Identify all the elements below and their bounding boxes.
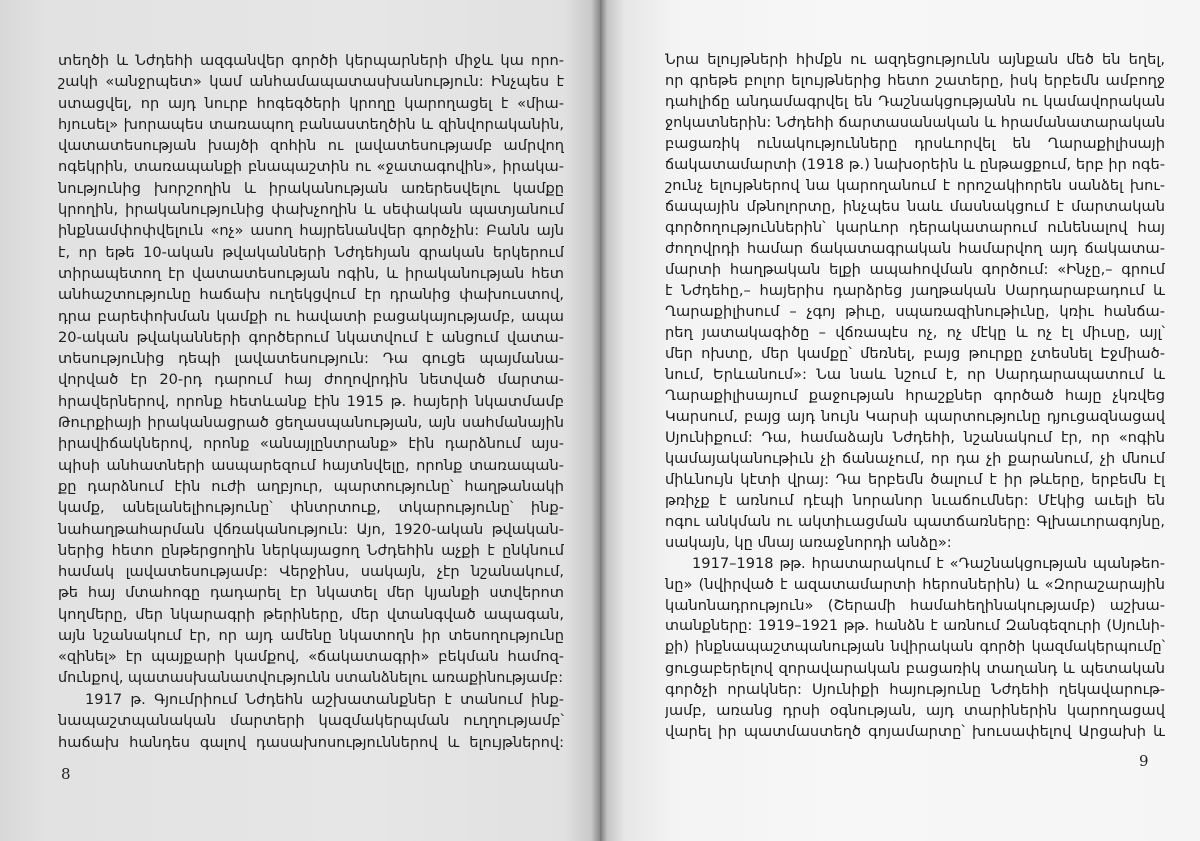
page-number: 9 bbox=[1139, 752, 1149, 770]
text-line: է, որ եթե 10-ական թվականների Նժդեհյան գրական երկերում bbox=[58, 243, 564, 261]
text-line: կամայականութիւն չի ճանաչում, որ դա չի քարանում, չի մնում bbox=[665, 450, 1165, 467]
text-line: մեր ոխտը, մեր կամքը՝ մեռնել, բայց թուրքը չտեսնել Էջմիած- bbox=[665, 345, 1165, 362]
text-line: 20-ական թվականների գործերում նկատվում է անցում վատա- bbox=[58, 328, 564, 346]
text-line: ներից հետո ընթերցողին ներկայացող Նժդեհին աչքի է ընկնում bbox=[58, 541, 564, 559]
text-line: հյուսել» խորապես տառապող բանաստեղծին և զինվորականին, bbox=[58, 115, 564, 133]
text-line: նությունից խորշողին և իրականության առերեսվելու կամքը bbox=[58, 179, 564, 197]
text-line: տիրապետող էր վատատեսության ոգին, և իրականության հետ bbox=[58, 264, 564, 282]
text-line: ճապային մթնոլորտը, ինչպես նաև մասնակցում է մարտական bbox=[665, 198, 1165, 215]
text-line: նում, Երևանում»: Նա նաև նշում է, որ Սարդարապատում և bbox=[665, 366, 1165, 383]
text-line: պիսի անհատների ասպարեզում հայտնվելը, որոնք տառապան- bbox=[58, 456, 564, 474]
text-line: տանքները: 1919–1921 թթ. հանձն է առնում Զանգեզուրի (Սյունի- bbox=[665, 618, 1165, 634]
text-line: է Նժդեհը,– հայերիս դարձրեց յաղթական Սարդարաբադում և bbox=[665, 282, 1165, 299]
text-line: ճակատամարտի (1918 թ.) նախօրեին և ընթացքում, երբ իր ոգե- bbox=[665, 156, 1165, 173]
text-line: տեղծի և Նժդեհի ազգանվեր գործի կերպարների միջև կա որո- bbox=[58, 52, 564, 69]
text-line: դրա բարեփոխման կամքի ու հավատի բացակայությամբ, ապա bbox=[58, 307, 564, 325]
text-line: ոգու անկման ու ակտիւացման պատճառները: Գլխաւորագոյնը, bbox=[665, 513, 1165, 530]
text-line: մարտի հաղթական ելքի ապահովման գործում: «Ինչը,– գրում bbox=[665, 261, 1165, 278]
text-line: Նրա ելույթների հիմքն ու ազդեցությունն այնքան մեծ են եղել, bbox=[665, 51, 1165, 68]
text-line: հաճախ հանդես գալով դասախոսություններով և ելույթներով: bbox=[58, 733, 564, 751]
text-line: Կարսում, բայց այդ նույն Կարսի պարտությունը դյուցազնացավ bbox=[665, 408, 1165, 425]
text-line: «զինել» էր պայքարի կամքով, «ճակատագրի» բեկման համոզ- bbox=[58, 648, 564, 666]
text-line: նը» (նվիրված է ազատամարտի հերոսներին) և «Զորաշարային bbox=[665, 576, 1165, 593]
text-line: թե հայ մտահոգը դադարել էր նկատել մեր կյանքի ստվերոտ bbox=[58, 584, 564, 602]
right-page bbox=[600, 0, 1200, 841]
right-page-text bbox=[665, 49, 1165, 742]
text-line: ոգեկրին, տառապանքի բնապաշտին ու «ջատագովին», իրակա- bbox=[58, 158, 564, 176]
text-line: նահաղթահարման վճռականություն: Այո, 1920-ական թվական- bbox=[58, 520, 564, 538]
page-number: 8 bbox=[61, 765, 71, 783]
text-line: շակի «անջրպետ» կամ անհամապատասխանություն: Ինչպես է bbox=[58, 73, 564, 91]
text-line: ստացվել, որ այդ նուրբ հոգեգծերի կրողը կարողացել է «միա- bbox=[58, 94, 564, 112]
text-line: իրավիճակներով, որոնք «անայլընտրանք» էին դարձնում այս- bbox=[58, 435, 564, 453]
text-line: րեղ յատակագիծը – վճռապէս ոչ, ոչ մէկը և ոչ էլ միւսը, այլ՝ bbox=[665, 324, 1165, 341]
text-line: կողմերը, մեր նկարագրի թերիները, մեր վտանգված ապագան, bbox=[58, 605, 564, 623]
text-line: ինքնամփոփվելուն «ոչ» ասող հայրենանվեր գործչին: Բանն այն bbox=[58, 222, 564, 240]
text-line: շունչ ելույթներով նա կարողանում է որոշակիորեն սանձել խու- bbox=[665, 177, 1165, 194]
text-line: կանոնադրություն» (Շերամի համահեղինակությամբ) աշխա- bbox=[665, 597, 1165, 614]
text-line: վարել իր պատմաստեղծ գոյամարտը՝ խուսափելով Արցախի և bbox=[665, 723, 1165, 740]
text-line: քի) ինքնապաշտպանության նվիրական գործի կազմակերպումը՝ bbox=[665, 639, 1165, 655]
text-line: ցուցաբերելով զորավարական բացառիկ տաղանդ և պետական bbox=[665, 660, 1165, 677]
text-line: տեսությունից դեպի լավատեսություն: Դա գուցե պայմանա- bbox=[58, 350, 564, 368]
text-line: Ղարաքիլիսայում քաջության հրաշքներ գործած հայը չկռվեց bbox=[665, 387, 1165, 404]
text-line: գործողություններին՝ կարևոր դերակատարում ունենալով հայ bbox=[665, 219, 1165, 236]
text-line: 1917 թ. Գյումրիում Նժդեհն աշխատանքներ է տանում ինք- bbox=[85, 690, 564, 708]
text-line: համակ լավատեսությամբ: Վերջինս, սակայն, չէր նշանակում, bbox=[58, 563, 564, 581]
left-page-text bbox=[58, 50, 564, 753]
text-line: կամք, անելանելիությունը՝ փնտրտուք, տկարությունը՝ ինք- bbox=[58, 499, 564, 517]
text-line: նապաշտպանական մարտերի կազմակերպման ուղղությամբ՝ bbox=[58, 712, 564, 730]
text-line: վատատեսության խայծի զոհին ու լավատեսությամբ ամրվող bbox=[58, 137, 564, 155]
text-line: Սյունիքում: Դա, համաձայն Նժդեհի, նշանակում էր, որ «ոգին bbox=[665, 429, 1165, 446]
text-line: կրողին, իրականությունից փախչողին և սեփական պատյանում bbox=[58, 201, 564, 219]
text-line: հրավերներով, որոնք հետևանք էին 1915 թ. հայերի նկատմամբ bbox=[58, 392, 564, 410]
text-line: որ գրեթե բոլոր ելույթներից հետո շատերը, իսկ երբեմն ամբողջ bbox=[665, 72, 1165, 89]
text-line: սակայն, կը մնայ առաջնորդի անձը»: bbox=[665, 534, 952, 551]
text-line: Թուրքիայի իրականացրած ցեղասպանության, այն սահմանային bbox=[58, 414, 564, 432]
text-line: թռիչք է առնում դէպի նորանոր նւաճումներ: Մէկից աւելի են bbox=[665, 492, 1165, 509]
text-line: բացառիկ ունակությունները դրսևորվել են Ղարաքիլիսայի bbox=[665, 135, 1165, 152]
text-line: վորված էր 20-րդ դարում հայ ժողովրդին նետված մարտա- bbox=[58, 371, 564, 389]
text-line: քը դարձնում էին ուժի աղբյուր, պարտությունը՝ հաղթանակի bbox=[58, 477, 564, 495]
text-line: ջոկատներին: Նժդեհի ճարտասանական և հրամանատարական bbox=[665, 114, 1165, 131]
text-line: 1917–1918 թթ. հրատարակում է «Դաշնակցության պանթեո- bbox=[692, 555, 1165, 572]
text-line: գործչի որակներ: Սյունիքի հայությունը Նժդեհի ղեկավարութ- bbox=[665, 681, 1165, 698]
text-line: դահլիճը անդամագրվել են Դաշնակցությանն ու կամավորական bbox=[665, 93, 1165, 110]
text-line: այն նշանակում էր, որ այդ ամենը նկատողն իր տեսողությունը bbox=[58, 627, 564, 645]
text-line: միևնույն կէտի վրայ: Դա երբեմն ծալում է իր թևերը, երբեմն էլ bbox=[665, 471, 1165, 488]
text-line: Ղարաքիլիսում – չգոյ թիւը, սպառազինութիւնը, կռիւ հանճա- bbox=[665, 303, 1165, 320]
text-line: անհաշտությունը հաճախ ուղեկցվում էր դրանից փախուստով, bbox=[58, 286, 564, 304]
text-line: յամբ, առանց դրսի օգնության, այդ տարիներին կարողացավ bbox=[665, 702, 1165, 719]
text-line: ժողովրդի համար ճակատագրական համարվող այդ ճակատա- bbox=[665, 240, 1165, 257]
text-line: մունքով, պատասխանատվությունն ստանձնելու առաքինությամբ: bbox=[58, 669, 564, 686]
